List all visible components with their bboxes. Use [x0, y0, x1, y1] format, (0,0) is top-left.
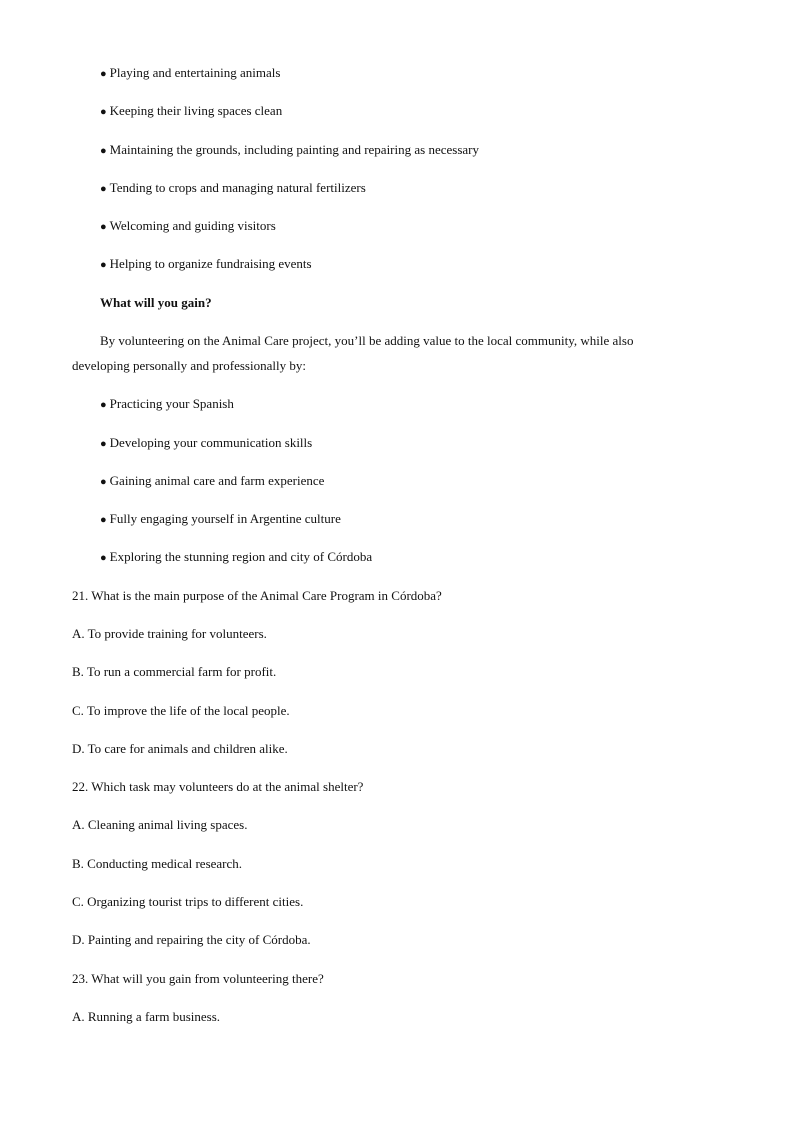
answer-option: B. Conducting medical research. — [72, 856, 243, 871]
answer-option: B. To run a commercial farm for profit. — [72, 664, 277, 679]
answer-option: C. To improve the life of the local people. — [72, 703, 290, 718]
gain-bullet — [100, 435, 312, 452]
bullet-icon: ● — [100, 183, 107, 195]
task-item-text: Tending to crops and managing natural fertilizers — [109, 180, 366, 195]
paragraph-line: developing personally and professionally by: — [72, 358, 306, 373]
bullet-icon: ● — [100, 476, 107, 488]
bullet-icon: ● — [100, 221, 107, 233]
answer-option: C. Organizing tourist trips to different cities. — [72, 894, 304, 909]
gain-bullet — [100, 396, 234, 413]
gain-item-text: Practicing your Spanish — [109, 396, 234, 411]
answer-option: A. To provide training for volunteers. — [72, 626, 267, 641]
bullet-icon: ● — [100, 106, 107, 118]
gain-item-text: Developing your communication skills — [109, 435, 313, 450]
bullet-icon: ● — [100, 438, 107, 450]
gain-item-text: Exploring the stunning region and city of Córdoba — [109, 549, 373, 564]
paragraph-line: By volunteering on the Animal Care project, you’ll be adding value to the local community, while also — [100, 333, 634, 348]
gain-bullet — [100, 511, 341, 528]
question-stem: 23. What will you gain from volunteering there? — [72, 971, 324, 986]
answer-option: A. Cleaning animal living spaces. — [72, 817, 248, 832]
answer-option: D. Painting and repairing the city of Córdoba. — [72, 932, 311, 947]
section-heading: What will you gain? — [100, 295, 212, 310]
task-bullet — [100, 218, 276, 235]
bullet-icon: ● — [100, 399, 107, 411]
bullet-icon: ● — [100, 259, 107, 271]
gain-bullet — [100, 549, 372, 566]
task-item-text: Maintaining the grounds, including painting and repairing as necessary — [109, 142, 479, 157]
gain-item-text: Fully engaging yourself in Argentine culture — [109, 511, 341, 526]
question-stem: 21. What is the main purpose of the Animal Care Program in Córdoba? — [72, 588, 442, 603]
answer-option: A. Running a farm business. — [72, 1009, 221, 1024]
task-item-text: Helping to organize fundraising events — [109, 256, 312, 271]
bullet-icon: ● — [100, 514, 107, 526]
question-stem: 22. Which task may volunteers do at the animal shelter? — [72, 779, 364, 794]
bullet-icon: ● — [100, 68, 107, 80]
bullet-icon: ● — [100, 145, 107, 157]
task-bullet — [100, 103, 282, 120]
task-item-text: Playing and entertaining animals — [109, 65, 281, 80]
task-item-text: Keeping their living spaces clean — [109, 103, 283, 118]
gain-item-text: Gaining animal care and farm experience — [109, 473, 325, 488]
task-bullet — [100, 142, 479, 159]
task-bullet — [100, 180, 366, 197]
task-item-text: Welcoming and guiding visitors — [109, 218, 276, 233]
task-bullet — [100, 65, 280, 82]
gain-bullet — [100, 473, 324, 490]
bullet-icon: ● — [100, 552, 107, 564]
answer-option: D. To care for animals and children alike. — [72, 741, 288, 756]
task-bullet — [100, 256, 312, 273]
